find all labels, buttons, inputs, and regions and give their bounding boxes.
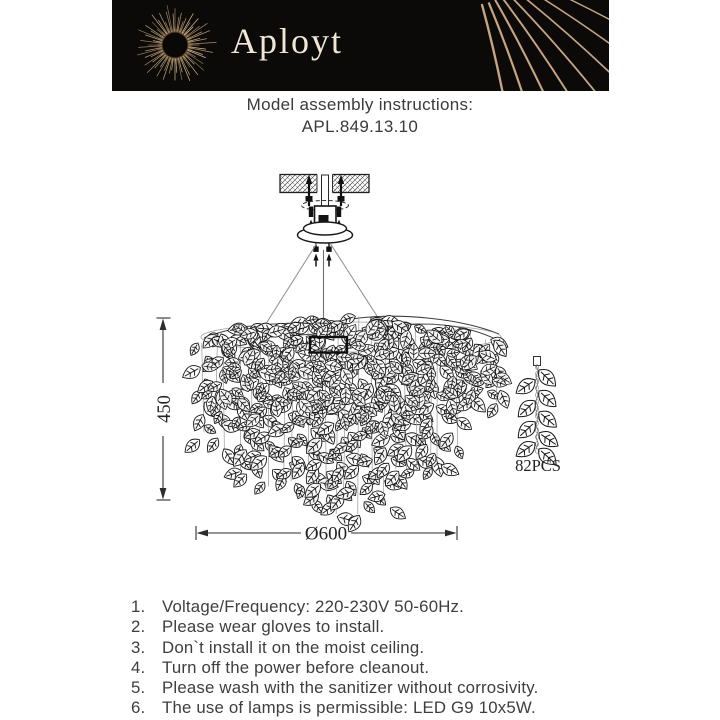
instruction-number: 2. bbox=[131, 617, 146, 637]
banner-artwork bbox=[112, 0, 609, 91]
title-block bbox=[0, 94, 720, 138]
instruction-number: 4. bbox=[131, 657, 146, 677]
corner-rays-icon bbox=[482, 0, 609, 91]
instruction-item bbox=[131, 597, 691, 617]
instruction-item bbox=[131, 638, 691, 658]
pieces-count-label: 82PCS bbox=[515, 456, 561, 475]
instruction-text: Please wear gloves to install. bbox=[162, 617, 385, 637]
diameter-dimension-label: Ø600 bbox=[304, 523, 348, 545]
instruction-item bbox=[131, 617, 691, 637]
instruction-text: Don`t install it on the moist ceiling. bbox=[162, 637, 425, 657]
suspension-cables bbox=[313, 243, 331, 267]
instruction-item bbox=[131, 658, 691, 678]
ceiling-canopy bbox=[298, 222, 353, 243]
instruction-item bbox=[131, 698, 691, 718]
instruction-number: 3. bbox=[131, 637, 146, 657]
instruction-item bbox=[131, 678, 691, 698]
threaded-rod bbox=[322, 175, 329, 206]
instruction-text: Please wash with the sanitizer without corrosivity. bbox=[162, 678, 539, 698]
leaf-strand-82pcs bbox=[512, 357, 562, 470]
assembly-diagram bbox=[0, 150, 720, 595]
height-dimension-label: 450 bbox=[155, 395, 175, 423]
instructions-list bbox=[131, 597, 691, 719]
instruction-number: 1. bbox=[131, 597, 146, 616]
starburst-logo-icon bbox=[137, 5, 216, 80]
instruction-text: The use of lamps is permissible: LED G9 10x5W. bbox=[162, 698, 536, 718]
instruction-number: 6. bbox=[131, 698, 146, 718]
brand-name: Aployt bbox=[231, 21, 344, 61]
instruction-text: Voltage/Frequency: 220-230V 50-60Hz. bbox=[162, 597, 464, 616]
instruction-number: 5. bbox=[131, 678, 146, 698]
model-number: APL.849.13.10 bbox=[301, 117, 419, 136]
brand-banner bbox=[112, 0, 609, 91]
instruction-text: Turn off the power before cleanout. bbox=[162, 657, 430, 677]
page-title: Model assembly instructions: bbox=[246, 95, 474, 114]
